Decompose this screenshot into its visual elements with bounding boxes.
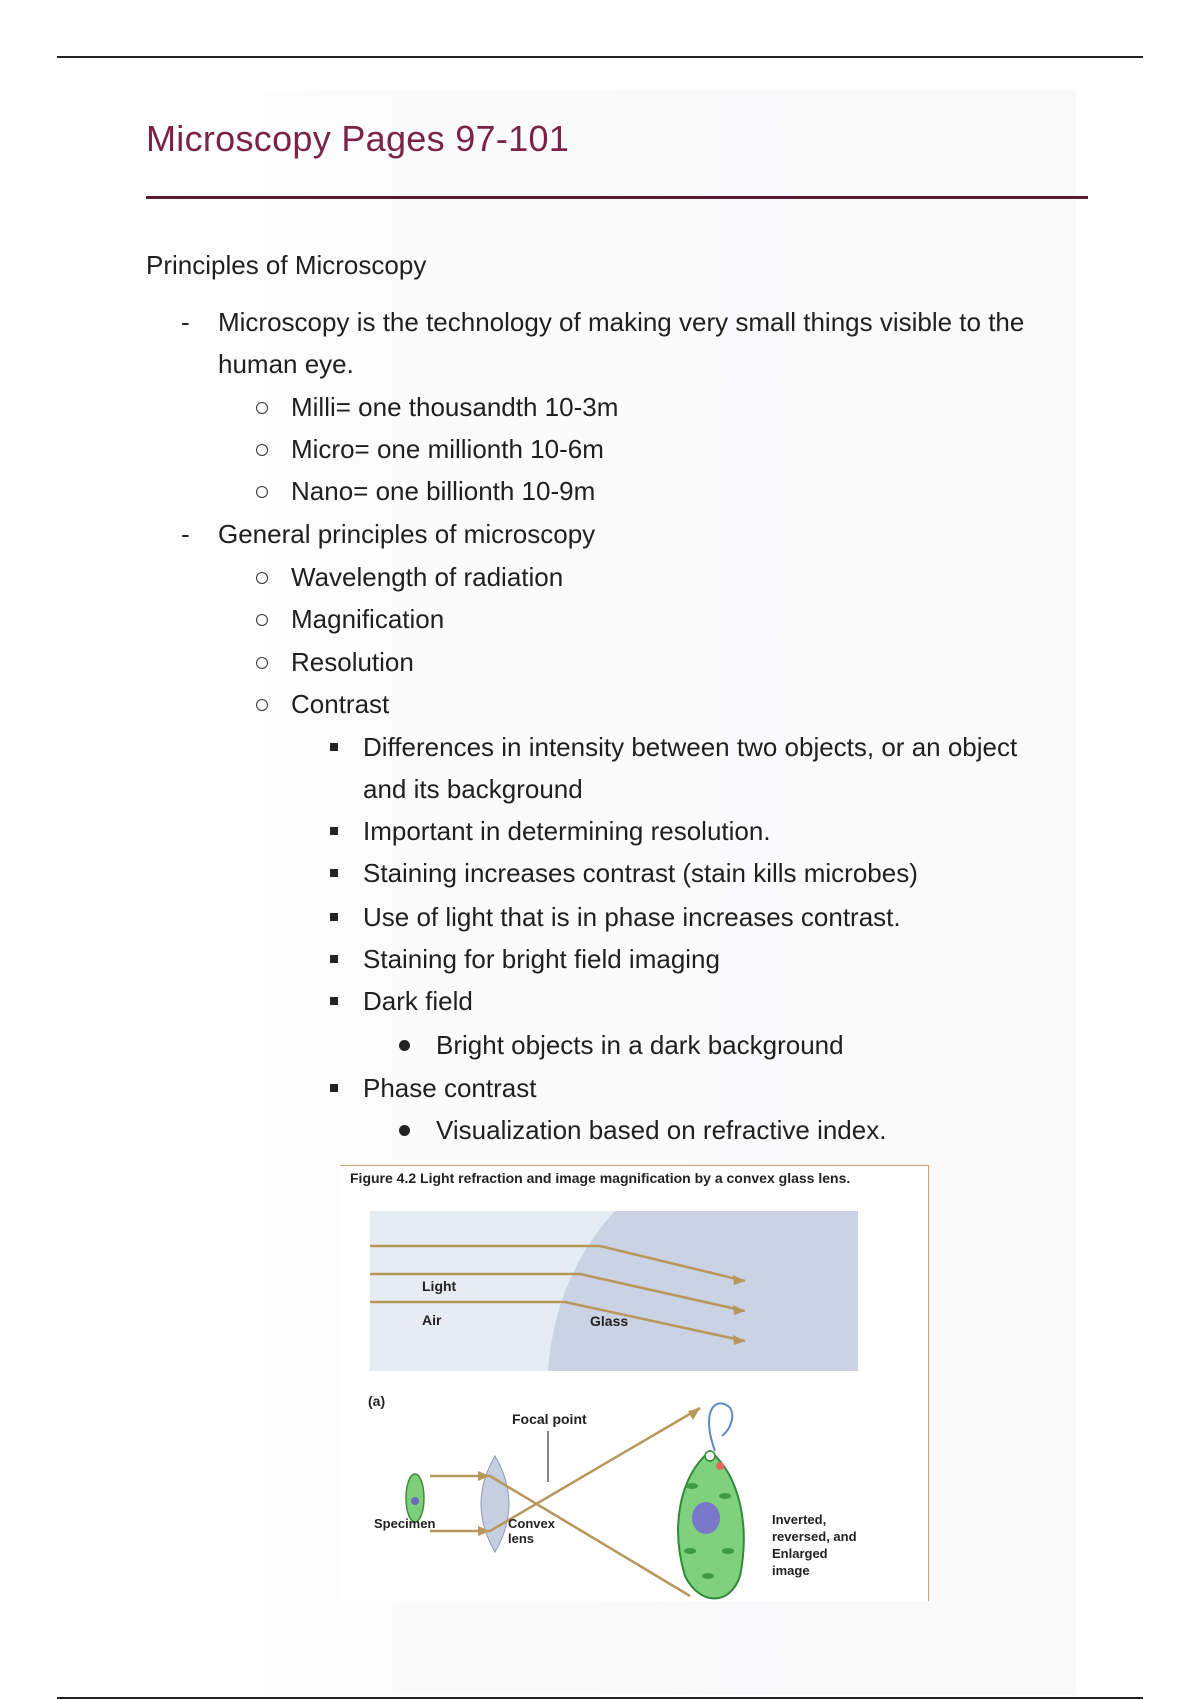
label-lens: lens bbox=[508, 1531, 535, 1546]
label-inverted-4: image bbox=[772, 1563, 810, 1578]
square-bullet-icon bbox=[330, 1084, 338, 1092]
enlarged-nucleus bbox=[692, 1502, 720, 1534]
section-heading: Principles of Microscopy bbox=[146, 250, 427, 280]
circle-bullet-icon bbox=[256, 699, 268, 711]
figure-caption: Figure 4.2 Light refraction and image magnification by a convex glass lens. bbox=[350, 1170, 851, 1186]
list-item: Resolution bbox=[291, 647, 414, 677]
label-panel-a: (a) bbox=[368, 1393, 386, 1409]
round-bullet-icon bbox=[399, 1125, 410, 1136]
label-air: Air bbox=[422, 1312, 442, 1328]
title-underline bbox=[146, 196, 1088, 199]
flagellum bbox=[709, 1403, 732, 1451]
round-bullet-icon bbox=[399, 1040, 410, 1051]
convex-lens bbox=[481, 1456, 509, 1552]
list-item: Magnification bbox=[291, 604, 445, 634]
list-item: Use of light that is in phase increases contrast. bbox=[363, 902, 901, 932]
list-item: Dark field bbox=[363, 986, 473, 1016]
page-top-rule bbox=[57, 56, 1143, 58]
page-bottom-rule bbox=[57, 1697, 1143, 1699]
circle-bullet-icon bbox=[256, 657, 268, 669]
list-item: Staining for bright field imaging bbox=[363, 944, 720, 974]
square-bullet-icon bbox=[330, 743, 338, 751]
list-item: Wavelength of radiation bbox=[291, 562, 564, 592]
circle-bullet-icon bbox=[256, 572, 268, 584]
specimen-nucleus bbox=[411, 1497, 419, 1505]
list-item: Milli= one thousandth 10-3m bbox=[291, 392, 619, 422]
lens-figure bbox=[340, 1165, 929, 1601]
square-bullet-icon bbox=[330, 913, 338, 921]
dash-marker: - bbox=[181, 519, 190, 549]
square-bullet-icon bbox=[330, 955, 338, 963]
lens-rays bbox=[430, 1408, 700, 1596]
label-glass: Glass bbox=[590, 1313, 629, 1329]
list-item: Micro= one millionth 10-6m bbox=[291, 434, 604, 464]
item1-line2: human eye. bbox=[218, 349, 354, 379]
square-bullet-icon bbox=[330, 869, 338, 877]
square-bullet-icon bbox=[330, 997, 338, 1005]
label-inverted-1: Inverted, bbox=[772, 1512, 827, 1527]
list-item: Important in determining resolution. bbox=[363, 816, 771, 846]
label-focal-point: Focal point bbox=[512, 1411, 587, 1427]
lens-diagram bbox=[340, 1166, 928, 1601]
list-item: Nano= one billionth 10-9m bbox=[291, 476, 596, 506]
label-inverted-3: Enlarged bbox=[772, 1546, 828, 1561]
square-bullet-icon bbox=[330, 827, 338, 835]
page-title: Microscopy Pages 97-101 bbox=[146, 118, 570, 159]
list-item: Contrast bbox=[291, 689, 390, 719]
list-item: Differences in intensity between two objects, or an object bbox=[363, 732, 1018, 762]
item2-line: General principles of microscopy bbox=[218, 519, 596, 549]
circle-bullet-icon bbox=[256, 486, 268, 498]
item1-line1: Microscopy is the technology of making very small things visible to the bbox=[218, 307, 1025, 337]
cell-vacuole bbox=[705, 1451, 715, 1461]
circle-bullet-icon bbox=[256, 614, 268, 626]
eyespot bbox=[716, 1462, 724, 1470]
list-item: Phase contrast bbox=[363, 1073, 537, 1103]
list-item-continued: and its background bbox=[363, 774, 583, 804]
list-item: Staining increases contrast (stain kills microbes) bbox=[363, 858, 918, 888]
label-specimen: Specimen bbox=[374, 1516, 436, 1531]
label-convex: Convex bbox=[508, 1516, 555, 1531]
list-item: Visualization based on refractive index. bbox=[436, 1115, 887, 1145]
dash-marker: - bbox=[181, 307, 190, 337]
label-light: Light bbox=[422, 1278, 457, 1294]
label-inverted-2: reversed, and bbox=[772, 1529, 857, 1544]
circle-bullet-icon bbox=[256, 402, 268, 414]
circle-bullet-icon bbox=[256, 444, 268, 456]
list-item: Bright objects in a dark background bbox=[436, 1030, 844, 1060]
arrowhead bbox=[688, 1408, 700, 1420]
